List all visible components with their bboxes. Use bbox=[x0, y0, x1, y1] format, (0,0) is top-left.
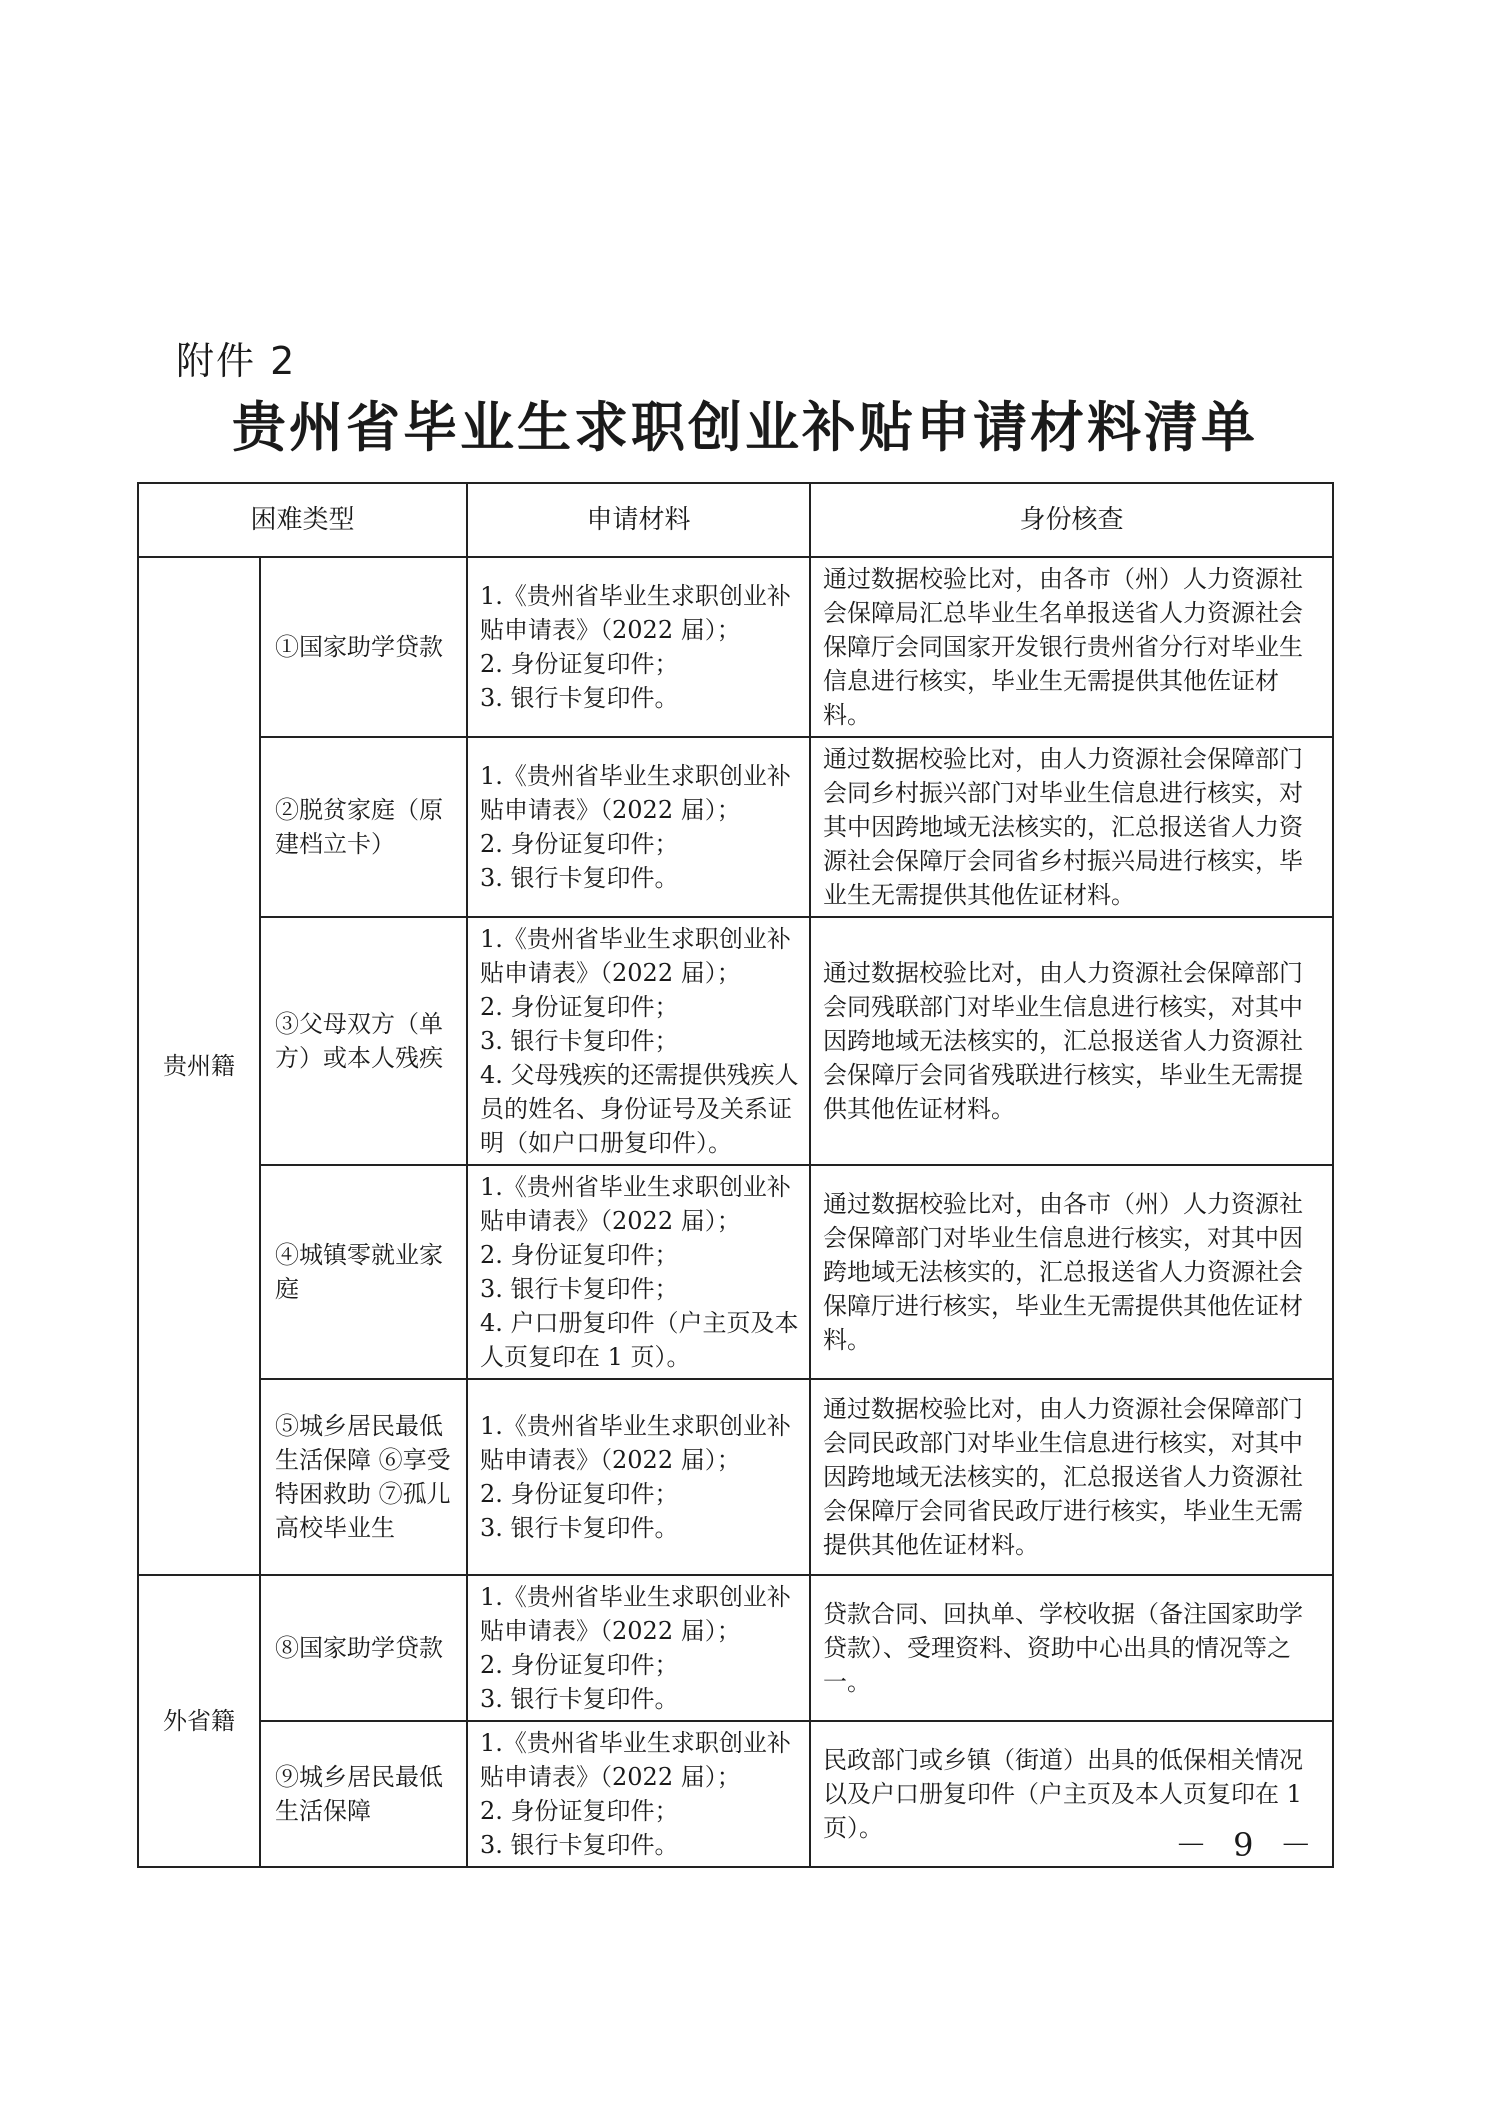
verification-cell: 通过数据校验比对，由人力资源社会保障部门会同乡村振兴部门对毕业生信息进行核实，对其中因跨地域无法核实的，汇总报送省人力资源社会保障厅会同省乡村振兴局进行核实，毕业生无需提供其他佐证材料。 bbox=[810, 737, 1333, 917]
difficulty-type-cell: ③父母双方（单方）或本人残疾 bbox=[260, 917, 467, 1165]
difficulty-type-cell: ②脱贫家庭（原建档立卡） bbox=[260, 737, 467, 917]
material-item: 1.《贵州省毕业生求职创业补贴申请表》（2022 届）； bbox=[480, 1173, 791, 1235]
table-row bbox=[138, 917, 1333, 1165]
material-item: 1.《贵州省毕业生求职创业补贴申请表》（2022 届）； bbox=[480, 1412, 791, 1474]
verification-cell: 贷款合同、回执单、学校收据（备注国家助学贷款）、受理资料、资助中心出具的情况等之一。 bbox=[810, 1575, 1333, 1721]
difficulty-type-cell: ⑧国家助学贷款 bbox=[260, 1575, 467, 1721]
header-difficulty-type: 困难类型 bbox=[138, 483, 467, 557]
material-item: 3. 银行卡复印件。 bbox=[480, 1514, 679, 1542]
material-item: 4. 户口册复印件（户主页及本人页复印在 1 页）。 bbox=[480, 1309, 799, 1371]
material-item: 1.《贵州省毕业生求职创业补贴申请表》（2022 届）； bbox=[480, 1729, 791, 1791]
materials-table bbox=[137, 482, 1334, 1868]
materials-cell bbox=[467, 737, 810, 917]
material-item: 3. 银行卡复印件； bbox=[480, 1027, 679, 1055]
material-item: 2. 身份证复印件； bbox=[480, 1480, 679, 1508]
region-cell: 外省籍 bbox=[138, 1575, 260, 1867]
table-row bbox=[138, 1165, 1333, 1379]
difficulty-type-cell: ①国家助学贷款 bbox=[260, 557, 467, 737]
material-item: 1.《贵州省毕业生求职创业补贴申请表》（2022 届）； bbox=[480, 925, 791, 987]
verification-cell: 通过数据校验比对，由人力资源社会保障部门会同残联部门对毕业生信息进行核实，对其中因跨地域无法核实的，汇总报送省人力资源社会保障厅会同省残联进行核实，毕业生无需提供其他佐证材料。 bbox=[810, 917, 1333, 1165]
material-item: 3. 银行卡复印件。 bbox=[480, 1831, 679, 1859]
verification-cell: 通过数据校验比对，由人力资源社会保障部门会同民政部门对毕业生信息进行核实，对其中因跨地域无法核实的，汇总报送省人力资源社会保障厅会同省民政厅进行核实，毕业生无需提供其他佐证材料。 bbox=[810, 1379, 1333, 1575]
materials-cell bbox=[467, 917, 810, 1165]
material-item: 4. 父母残疾的还需提供残疾人员的姓名、身份证号及关系证明（如户口册复印件）。 bbox=[480, 1061, 799, 1157]
materials-cell bbox=[467, 1379, 810, 1575]
table-row bbox=[138, 1575, 1333, 1721]
material-item: 1.《贵州省毕业生求职创业补贴申请表》（2022 届）； bbox=[480, 1583, 791, 1645]
material-item: 1.《贵州省毕业生求职创业补贴申请表》（2022 届）； bbox=[480, 762, 791, 824]
material-item: 2. 身份证复印件； bbox=[480, 1241, 679, 1269]
material-item: 2. 身份证复印件； bbox=[480, 830, 679, 858]
header-materials: 申请材料 bbox=[467, 483, 810, 557]
material-item: 3. 银行卡复印件。 bbox=[480, 684, 679, 712]
verification-cell: 通过数据校验比对，由各市（州）人力资源社会保障部门对毕业生信息进行核实，对其中因跨地域无法核实的，汇总报送省人力资源社会保障厅进行核实，毕业生无需提供其他佐证材料。 bbox=[810, 1165, 1333, 1379]
page-number: － 9 － bbox=[1175, 1826, 1320, 1864]
table-row bbox=[138, 1379, 1333, 1575]
materials-cell bbox=[467, 1165, 810, 1379]
table-row bbox=[138, 1721, 1333, 1867]
material-item: 2. 身份证复印件； bbox=[480, 650, 679, 678]
materials-cell bbox=[467, 1575, 810, 1721]
difficulty-type-cell: ⑤城乡居民最低生活保障 ⑥享受特困救助 ⑦孤儿高校毕业生 bbox=[260, 1379, 467, 1575]
material-item: 2. 身份证复印件； bbox=[480, 1797, 679, 1825]
difficulty-type-cell: ⑨城乡居民最低生活保障 bbox=[260, 1721, 467, 1867]
difficulty-type-cell: ④城镇零就业家庭 bbox=[260, 1165, 467, 1379]
verification-cell: 通过数据校验比对，由各市（州）人力资源社会保障局汇总毕业生名单报送省人力资源社会保障厅会同国家开发银行贵州省分行对毕业生信息进行核实，毕业生无需提供其他佐证材料。 bbox=[810, 557, 1333, 737]
material-item: 3. 银行卡复印件。 bbox=[480, 1685, 679, 1713]
material-item: 3. 银行卡复印件； bbox=[480, 1275, 679, 1303]
material-item: 2. 身份证复印件； bbox=[480, 1651, 679, 1679]
material-item: 1.《贵州省毕业生求职创业补贴申请表》（2022 届）； bbox=[480, 582, 791, 644]
materials-cell bbox=[467, 557, 810, 737]
header-verification: 身份核查 bbox=[810, 483, 1333, 557]
verification-cell: 民政部门或乡镇（街道）出具的低保相关情况以及户口册复印件（户主页及本人页复印在 1 页）。 bbox=[810, 1721, 1333, 1867]
region-cell: 贵州籍 bbox=[138, 557, 260, 1575]
material-item: 2. 身份证复印件； bbox=[480, 993, 679, 1021]
materials-cell bbox=[467, 1721, 810, 1867]
table-header-row bbox=[138, 483, 1333, 557]
table-row bbox=[138, 557, 1333, 737]
attachment-label: 附件 2 bbox=[176, 339, 297, 383]
document-title: 贵州省毕业生求职创业补贴申请材料清单 bbox=[232, 396, 1258, 459]
material-item: 3. 银行卡复印件。 bbox=[480, 864, 679, 892]
table-row bbox=[138, 737, 1333, 917]
